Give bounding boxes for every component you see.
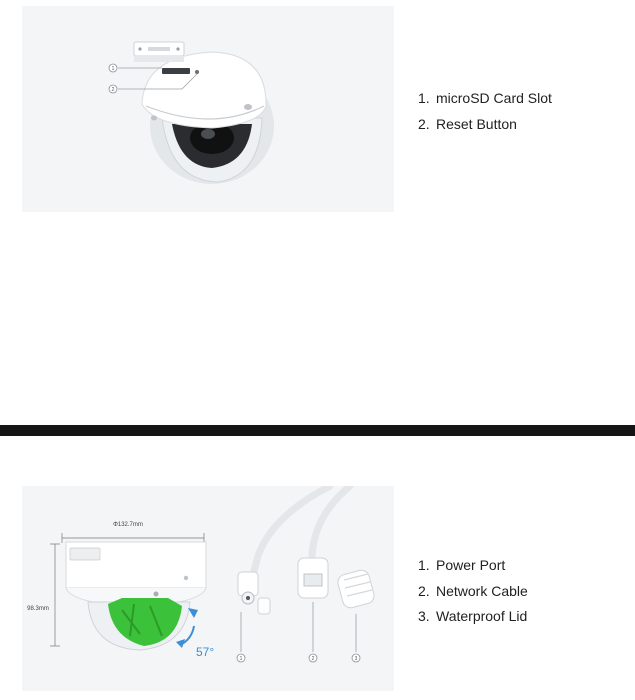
camera-image-panel-top (22, 6, 394, 212)
slot-cover (134, 42, 184, 62)
camera-image-panel-bottom (22, 486, 394, 691)
section-divider (0, 425, 635, 436)
dome-camera-top-illustration (22, 6, 394, 212)
microsd-slot (162, 68, 190, 74)
callout-2-label: 2 (311, 656, 315, 662)
height-label: 98.3mm (27, 606, 49, 612)
diameter-label: Φ132.7mm (113, 522, 143, 528)
feature-item (418, 579, 528, 605)
power-port-pin (246, 596, 250, 600)
callout-2-label: 2 (111, 87, 115, 93)
feature-number: 3. (418, 608, 430, 624)
feature-item (418, 553, 528, 579)
height-dimension (27, 544, 60, 646)
tilt-arrow-head-top (188, 608, 198, 618)
camera-housing (142, 52, 266, 128)
callout-3 (352, 654, 360, 662)
network-cable-jack (304, 574, 322, 586)
callout-3-label: 3 (354, 656, 358, 662)
housing-screw (151, 116, 157, 121)
callout-2 (109, 85, 117, 93)
feature-list-top (418, 86, 552, 137)
power-port-cap (258, 598, 270, 614)
cable-assembly (238, 486, 376, 614)
diameter-dimension (62, 522, 204, 543)
dome-camera-dimension-illustration (22, 486, 394, 691)
feature-item (418, 86, 552, 112)
housing-screw (244, 104, 252, 110)
tilt-angle-label: 57° (196, 645, 215, 659)
callout-1 (237, 654, 245, 662)
callout-1-label: 1 (239, 656, 243, 662)
feature-label: Network Cable (436, 582, 528, 599)
feature-number: 1. (418, 90, 430, 106)
feature-label: Waterproof Lid (436, 608, 528, 624)
housing-screw (154, 592, 159, 597)
feature-label: Power Port (436, 557, 506, 573)
feature-number: 2. (418, 115, 430, 132)
feature-label: Reset Button (436, 115, 517, 132)
feature-item (418, 604, 528, 630)
feature-number: 1. (418, 557, 430, 573)
feature-number: 2. (418, 582, 430, 599)
reset-button (195, 70, 199, 74)
lens-glare (201, 129, 215, 139)
feature-label: microSD Card Slot (436, 90, 552, 106)
housing-screw (184, 576, 188, 580)
callout-1 (109, 64, 117, 72)
callout-1-label: 1 (111, 66, 115, 72)
feature-list-bottom (418, 553, 528, 630)
waterproof-lid (336, 568, 376, 609)
callout-2 (309, 654, 317, 662)
feature-item (418, 112, 552, 138)
slot-cover (70, 548, 100, 560)
